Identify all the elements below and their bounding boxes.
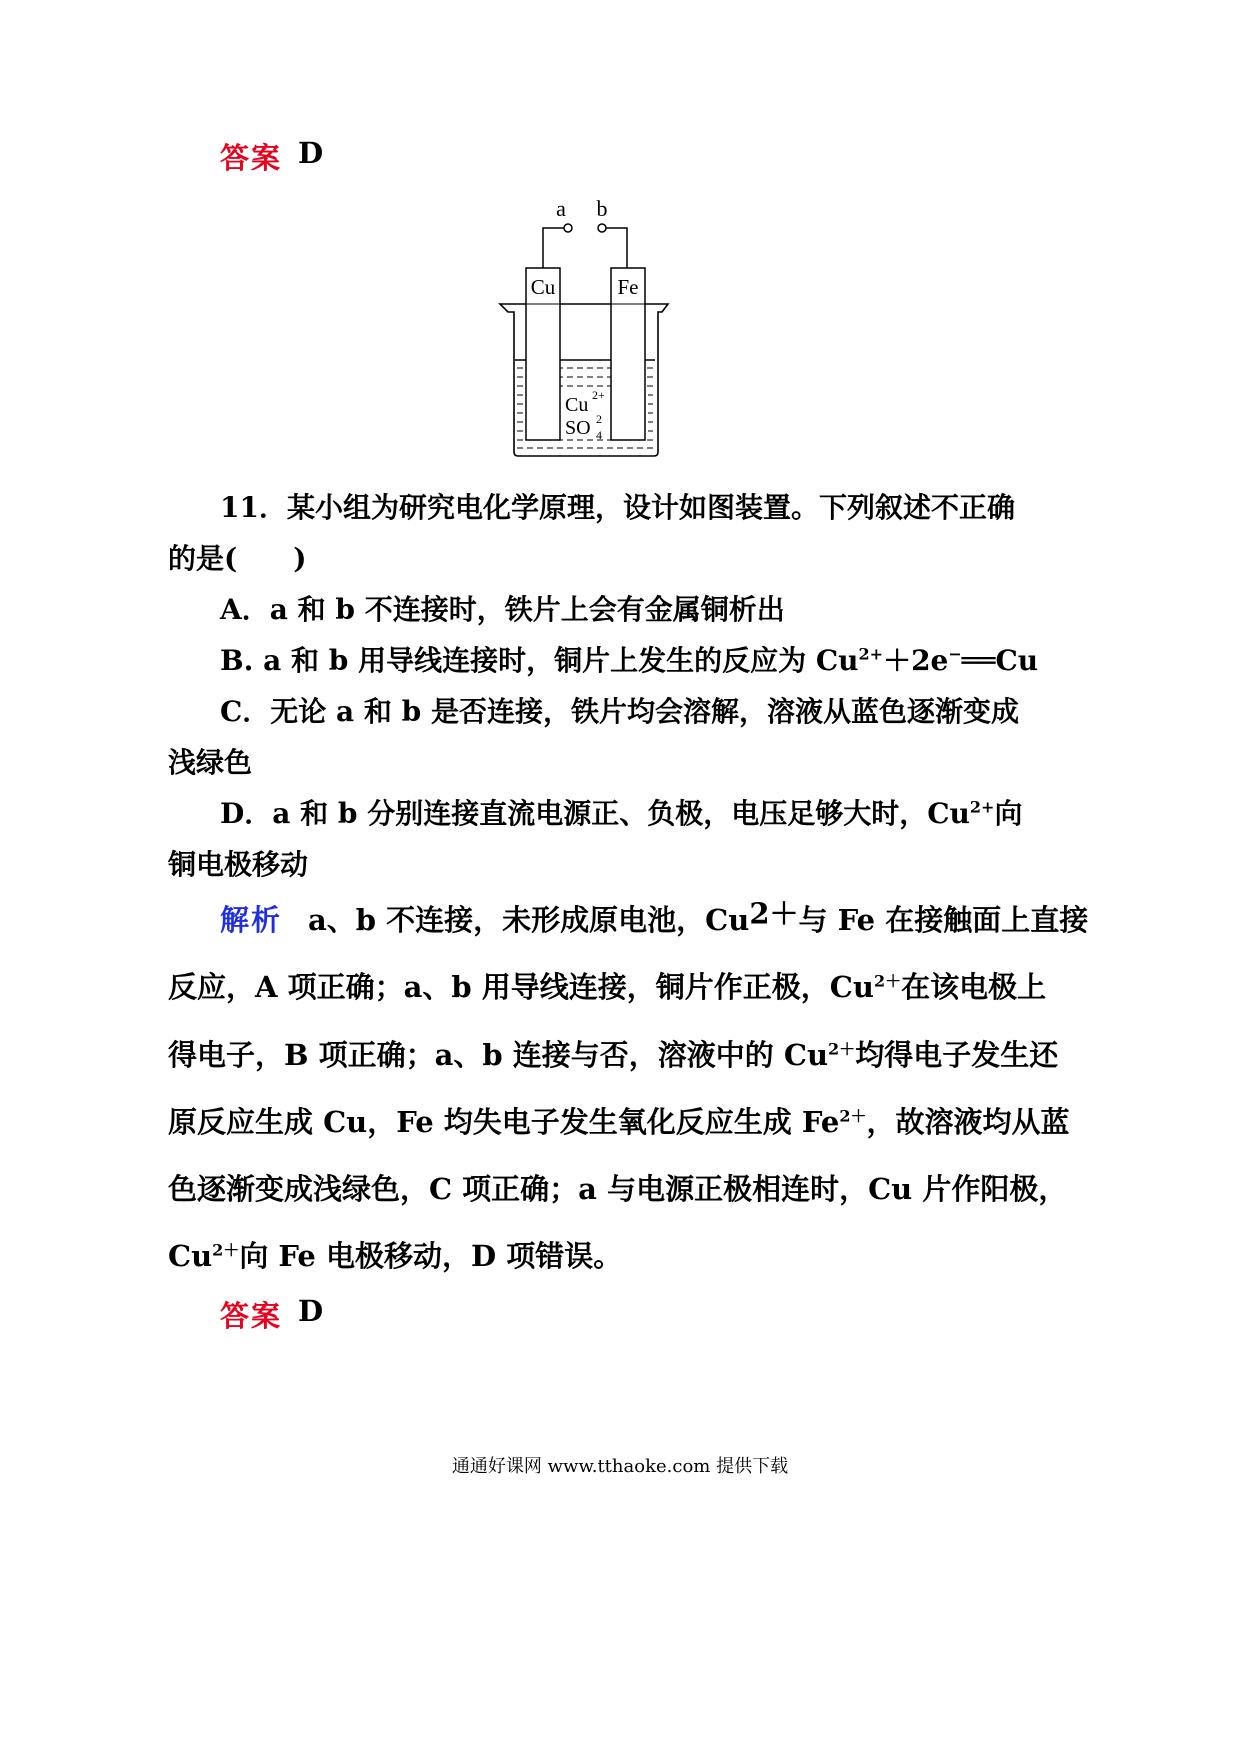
question-line-2: 的是( ) [168,542,307,575]
explanation-line-2: 反应，A 项正确；a、b 用导线连接，铜片作正极，$Cu^{2+}$在该电极上 [168,970,1047,1004]
option-c-line-2: 浅绿色 [168,746,253,779]
explanation-line-5: 色逐渐变成浅绿色，C 项正确；a 与电源正极相连时，Cu 片作阳极， [168,1172,1068,1206]
ion-cu-charge: 2+ [592,388,605,402]
explanation-line-3: 得电子，B 项正确；a、b 连接与否，溶液中的 $Cu^{2+}$均得电子发生还 [168,1038,1059,1072]
terminal-a-label: a [556,196,566,221]
explanation-line-4: 原反应生成 Cu，Fe 均失电子发生氧化反应生成 $Fe^{2+}$，故溶液均从蓝 [168,1105,1070,1139]
option-a: A．a 和 b 不连接时，铁片上会有金属铜析出 [220,593,785,626]
electrode-cu-label: Cu [530,275,556,299]
option-d-line-1: D．a 和 b 分别连接直流电源正、负极，电压足够大时，$Cu^{2+}$向 [220,797,1023,830]
question-line-1: 11．某小组为研究电化学原理，设计如图装置。下列叙述不正确 [220,491,1015,524]
option-b: B. a 和 b 用导线连接时，铜片上发生的反应为 $Cu^{2+}+2e^-══Cu$ [220,644,1039,677]
electrode-fe-label: Fe [617,275,639,299]
option-c-line-1: C．无论 a 和 b 是否连接，铁片均会溶解，溶液从蓝色逐渐变成 [220,695,1020,728]
explanation-line-6: $Cu^{2+}$向 Fe 电极移动，D 项错误。 [168,1239,623,1273]
answer-label: 答案 [220,141,283,175]
answer-label-bottom: 答案 [220,1299,283,1333]
explanation-line-1: 解析 a、b 不连接，未形成原电池，$Cu^{2+}$与 Fe 在接触面上直接 [220,896,1089,937]
ion-cu-label: Cu [565,394,589,416]
electrolysis-diagram [490,190,680,460]
answer-value-bottom: D [298,1294,324,1328]
ion-so-charge: 2 [596,412,602,426]
option-d-line-2: 铜电极移动 [168,848,309,881]
answer-value: D [298,136,324,170]
terminal-b-label: b [596,196,608,221]
ion-so-label: SO [565,417,591,439]
footer-text: 通通好课网 www.tthaoke.com 提供下载 [451,1456,789,1477]
explanation-label: 解析 [220,903,283,937]
ion-so-subscript: 4 [596,428,602,442]
